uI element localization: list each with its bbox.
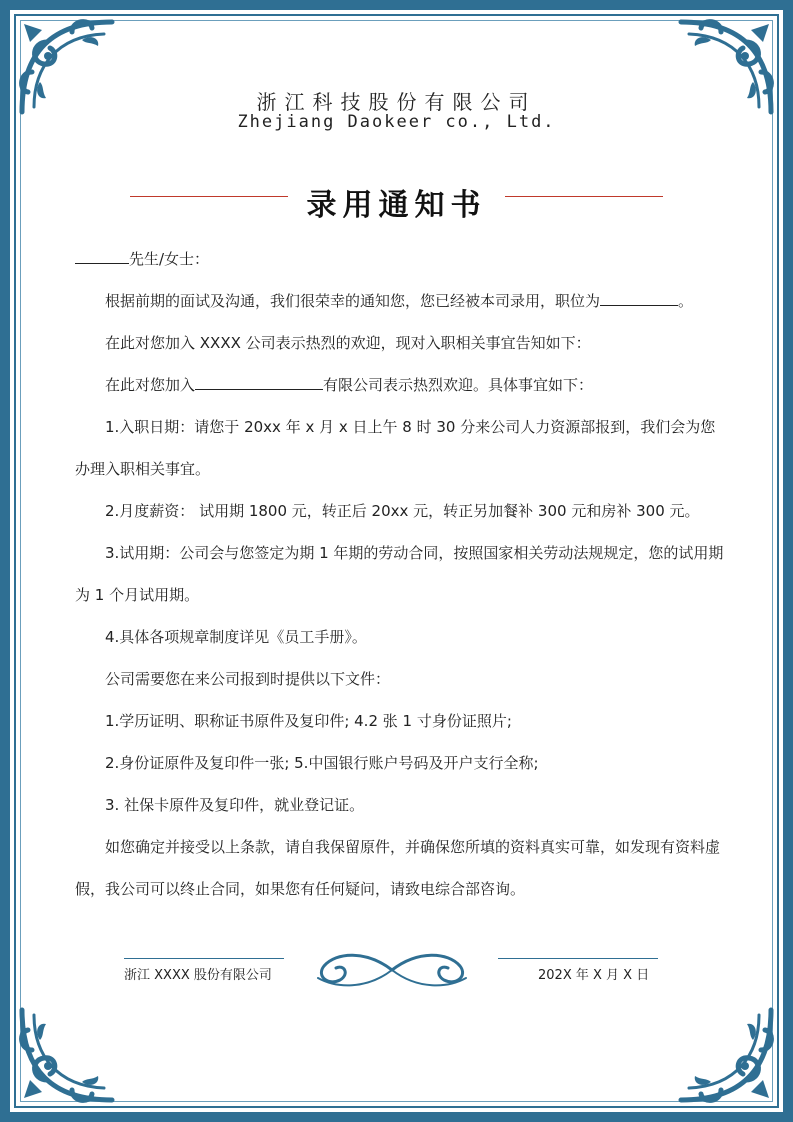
- letter-body: [75, 238, 725, 910]
- paragraph-text: 在此对您加入: [105, 376, 196, 394]
- paragraph-text: 有限公司表示热烈欢迎。具体事宜如下：: [323, 376, 594, 394]
- paragraph-handbook: 4.具体各项规章制度详见《员工手册》。: [105, 628, 367, 646]
- paragraph-position: [75, 280, 725, 322]
- corner-ornament-icon: [12, 1000, 122, 1110]
- footer-date: 202X 年 X 月 X 日: [538, 968, 650, 983]
- name-blank: [75, 245, 129, 264]
- paragraph-documents-1: 1.学历证明、职称证书原件及复印件; 4.2 张 1 寸身份证照片;: [105, 712, 512, 730]
- paragraph-welcome: 在此对您加入 XXXX 公司表示热烈的欢迎，现对入职相关事宜告知如下：: [105, 334, 591, 352]
- paragraph-closing: 如您确定并接受以上条款，请自我保留原件，并确保您所填的资料真实可靠，如发现有资料虚假，我公司可以终止合同，如果您有任何疑问，请致电综合部咨询。: [75, 838, 721, 898]
- paragraph-text: 根据前期的面试及沟通，我们很荣幸的通知您，您已经被本司录用，职位为: [105, 292, 601, 310]
- title-block: [130, 180, 663, 223]
- paragraph-start-date: 1.入职日期：请您于 20xx 年 x 月 x 日上午 8 时 30 分来公司人力资源部报到，我们会为您办理入职相关事宜。: [75, 418, 716, 478]
- paragraph-probation: 3.试用期：公司会与您签定为期 1 年期的劳动合同，按照国家相关劳动法规规定，您的试用期为 1 个月试用期。: [75, 544, 724, 604]
- footer-rule-left: [124, 958, 284, 959]
- salutation-text: 先生/女士：: [129, 250, 210, 268]
- footer-company: 浙江 XXXX 股份有限公司: [124, 968, 272, 983]
- company-name-en: Zhejiang Daokeer co., Ltd.: [237, 112, 556, 132]
- paragraph-company: [75, 364, 725, 406]
- corner-ornament-icon: [671, 1000, 781, 1110]
- paragraph-documents-3: 3. 社保卡原件及复印件，就业登记证。: [105, 796, 365, 814]
- paragraph-documents-intro: 公司需要您在来公司报到时提供以下文件：: [105, 670, 391, 688]
- flourish-ornament-icon: [306, 944, 478, 996]
- company-blank: [195, 371, 323, 390]
- footer-rule-right: [498, 958, 658, 959]
- paragraph-documents-2: 2.身份证原件及复印件一张; 5.中国银行账户号码及开户支行全称;: [105, 754, 539, 772]
- salutation-line: [75, 238, 725, 280]
- company-name-cn: 浙江科技股份有限公司: [256, 90, 537, 114]
- paragraph-salary: 2.月度薪资： 试用期 1800 元，转正后 20xx 元，转正另加餐补 300 元和房补 300 元。: [105, 502, 700, 520]
- position-blank: [600, 287, 678, 306]
- document-title: 录用通知书: [306, 188, 487, 223]
- paragraph-text: 。: [678, 292, 694, 310]
